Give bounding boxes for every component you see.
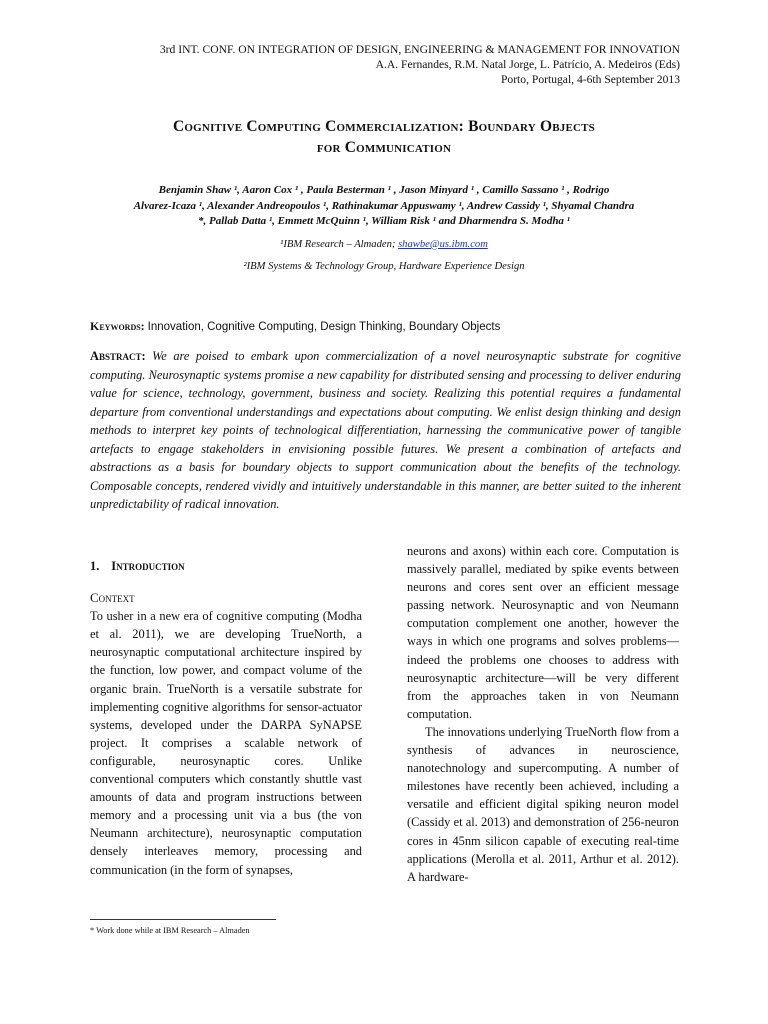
paper-title	[0, 116, 768, 158]
header-editors: A.A. Fernandes, R.M. Natal Jorge, L. Patrício, A. Medeiros (Eds)	[375, 58, 680, 71]
right-column	[407, 542, 679, 886]
affiliation-1-text: ¹IBM Research – Almaden;	[280, 239, 399, 250]
body-paragraph: To usher in a new era of cognitive computing (Modha et al. 2011), we are developing TrueNorth, a neurosynaptic computational architecture inspired by the function, low power, and compact volume of the organic brain. TrueNorth is a versatile substrate for implementing cognitive algorithms for sensor-actuator systems, developed under the DARPA SyNAPSE project. It comprises a scalable network of configurable, neurosynaptic cores. Unlike conventional computers which constantly shuttle vast amounts of data and program instructions between memory and a processing unit via a bus (the von Neumann architecture), neurosynaptic computation densely interleaves memory, processing and communication (in the form of synapses,	[90, 609, 362, 877]
abstract	[90, 347, 681, 514]
left-column	[90, 557, 362, 879]
header-location-date: Porto, Portugal, 4-6th September 2013	[500, 73, 680, 86]
affiliation-2: ²IBM Systems & Technology Group, Hardware Experience Design	[243, 261, 525, 272]
keywords	[90, 319, 500, 334]
section-title: Introduction	[111, 559, 185, 573]
abstract-label: Abstract:	[90, 349, 146, 363]
abstract-text: We are poised to embark upon commercialization of a novel neurosynaptic substrate for cognitive computing. Neurosynaptic systems promise a new capability for distributed sensing and processing to deliver enduring value for science, technology, government, business and society. Realizing this potential requires a fundamental departure from conventional understandings and expectations about computing. We enlist design thinking and design methods to interpret key points of technological differentiation, harnessing the communicative power of tangible artefacts to engage stakeholders in envisioning possible futures. We present a combination of artefacts and abstractions as a basis for boundary objects to support communication about the benefits of the technology. Composable concepts, rendered vividly and intuitively understandable in this manner, are better suited to the inherent unpredictability of radical innovation.	[90, 349, 681, 511]
author-line-2: Alvarez-Icaza ¹, Alexander Andreopoulos ¹, Rathinakumar Appuswamy ¹, Andrew Cassidy ¹, Shyamal Chandra	[133, 199, 635, 212]
keywords-label: Keywords:	[90, 319, 145, 333]
paper-title-line-2: for Communication	[316, 139, 452, 156]
affiliation-1	[0, 238, 768, 252]
body-paragraph: neurons and axons) within each core. Computation is massively parallel, mediated by spike events between neurons and cores sent over an efficient message passing network. Neurosynaptic and von Neumann computation complement one another, however the ways in which one programs and solves problems—indeed the problems one chooses to address with neurosynaptic architecture—will be very different from the approaches taken in von Neumann computation.	[407, 544, 679, 721]
subsection-heading: Context	[90, 590, 135, 606]
body-paragraph: The innovations underlying TrueNorth flow from a synthesis of advances in neuroscience, nanotechnology and supercomputing. A number of milestones have recently been achieved, including a versatile and efficient digital spiking neuron model (Cassidy et al. 2013) and demonstration of 256-neuron cores in 45nm silicon capable of executing real-time applications (Merolla et al. 2011, Arthur et al. 2012). A hardware-	[407, 724, 679, 884]
author-line-3: *, Pallab Datta ¹, Emmett McQuinn ¹, William Risk ¹ and Dharmendra S. Modha ¹	[198, 215, 570, 227]
section-heading	[90, 557, 362, 575]
author-line-1: Benjamin Shaw ¹, Aaron Cox ¹ , Paula Besterman ¹ , Jason Minyard ¹ , Camillo Sassano ¹ , Rodrigo	[158, 184, 610, 196]
running-header	[160, 42, 680, 87]
contact-email-link[interactable]: shawbe@us.ibm.com	[398, 239, 488, 250]
footnote-divider	[90, 919, 276, 920]
footnote: * Work done while at IBM Research – Almaden	[90, 926, 250, 935]
section-number: 1.	[90, 559, 100, 573]
keywords-value: Innovation, Cognitive Computing, Design Thinking, Boundary Objects	[147, 321, 501, 333]
paper-title-line-1: Cognitive Computing Commercialization: Boundary Objects	[173, 118, 595, 135]
header-conference: 3rd INT. CONF. ON INTEGRATION OF DESIGN, ENGINEERING & MANAGEMENT FOR INNOVATION	[159, 43, 680, 56]
author-list	[100, 183, 668, 230]
